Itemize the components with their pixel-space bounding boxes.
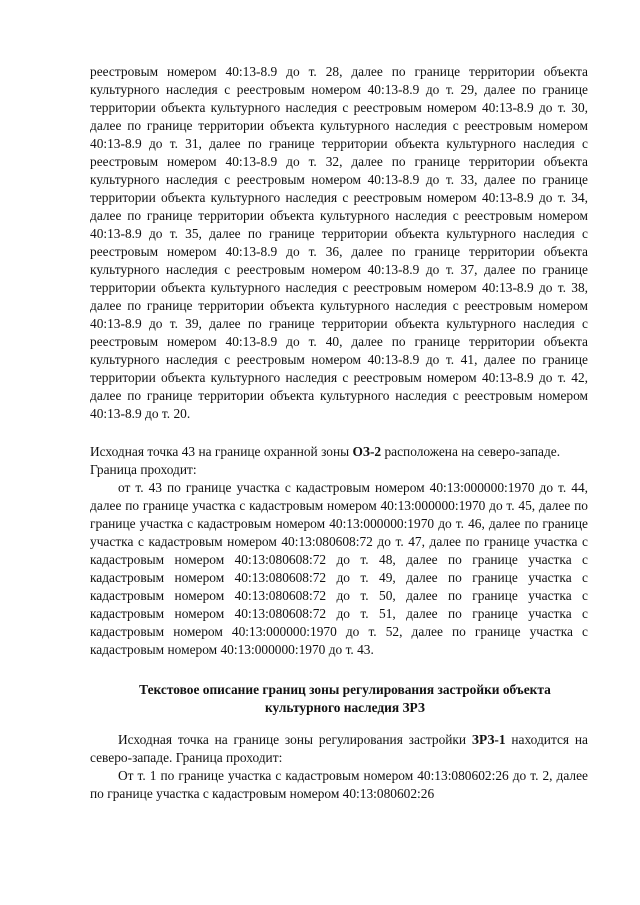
oz2-intro-text: Исходная точка 43 на границе охранной зоны: [90, 444, 353, 459]
paragraph-okn-boundary-continuation: реестровым номером 40:13-8.9 до т. 28, далее по границе территории объекта культурного наследия с реестровым номером 40:13-8.9 до т. 29, далее по границе территории объекта культурного наследия с реестровым номером 40:13-8.9 до т. 30, далее по границе территории объекта культурного наследия с реестровым номером 40:13-8.9 до т. 31, далее по границе территории объекта культурного наследия с реестровым номером 40:13-8.9 до т. 32, далее по границе территории объекта культурного наследия с реестровым номером 40:13-8.9 до т. 33, далее по границе территории объекта культурного наследия с реестровым номером 40:13-8.9 до т. 34, далее по границе территории объекта культурного наследия с реестровым номером 40:13-8.9 до т. 35, далее по границе территории объекта культурного наследия с реестровым номером 40:13-8.9 до т. 36, далее по границе территории объекта культурного наследия с реестровым номером 40:13-8.9 до т. 37, далее по границе территории объекта культурного наследия с реестровым номером 40:13-8.9 до т. 38, далее по границе территории объекта культурного наследия с реестровым номером 40:13-8.9 до т. 39, далее по границе территории объекта культурного наследия с реестровым номером 40:13-8.9 до т. 40, далее по границе территории объекта культурного наследия с реестровым номером 40:13-8.9 до т. 41, далее по границе территории объекта культурного наследия с реестровым номером 40:13-8.9 до т. 42, далее по границе территории объекта культурного наследия с реестровым номером 40:13-8.9 до т. 20.: [90, 64, 588, 421]
zrz1-intro-text-end: находится на северо-западе. Граница проходит:: [90, 732, 588, 765]
paragraph-oz2-intro: [90, 443, 588, 461]
zone-code-oz2: ОЗ-2: [352, 444, 382, 459]
spacer: [90, 659, 588, 681]
paragraph-oz2-route: от т. 43 по границе участка с кадастровым номером 40:13:000000:1970 до т. 44, далее по границе участка с кадастровым номером 40:13:000000:1970 до т. 45, далее по границе участка с кадастровым номером 40:13:000000:1970 до т. 46, далее по границе участка с кадастровым номером 40:13:080608:72 до т. 47, далее по границе участка с кадастровым номером 40:13:080608:72 до т. 48, далее по границе участка с кадастровым номером 40:13:080608:72 до т. 49, далее по границе участка с кадастровым номером 40:13:080608:72 до т. 50, далее по границе участка с кадастровым номером 40:13:080608:72 до т. 51, далее по границе участка с кадастровым номером 40:13:000000:1970 до т. 52, далее по границе участка с кадастровым номером 40:13:000000:1970 до т. 43.: [90, 480, 588, 657]
zone-code-zrz1: ЗРЗ-1: [471, 732, 506, 747]
section-heading: [102, 681, 588, 717]
document-page: [90, 63, 588, 803]
section-heading-line-2: культурного наследия ЗРЗ: [265, 700, 425, 715]
oz2-border-label: Граница проходит:: [90, 462, 197, 477]
spacer: [90, 423, 588, 443]
zrz1-intro-text: Исходная точка на границе зоны регулирования застройки: [118, 732, 472, 747]
paragraph-zrz1-intro: [90, 731, 588, 767]
section-heading-line-1: Текстовое описание границ зоны регулирования застройки объекта: [139, 682, 551, 697]
spacer: [90, 717, 588, 731]
paragraph-zrz1-route: От т. 1 по границе участка с кадастровым номером 40:13:080602:26 до т. 2, далее по границе участка с кадастровым номером 40:13:080602:26: [90, 768, 588, 801]
oz2-intro-text-end: расположена на северо-западе.: [381, 444, 561, 459]
